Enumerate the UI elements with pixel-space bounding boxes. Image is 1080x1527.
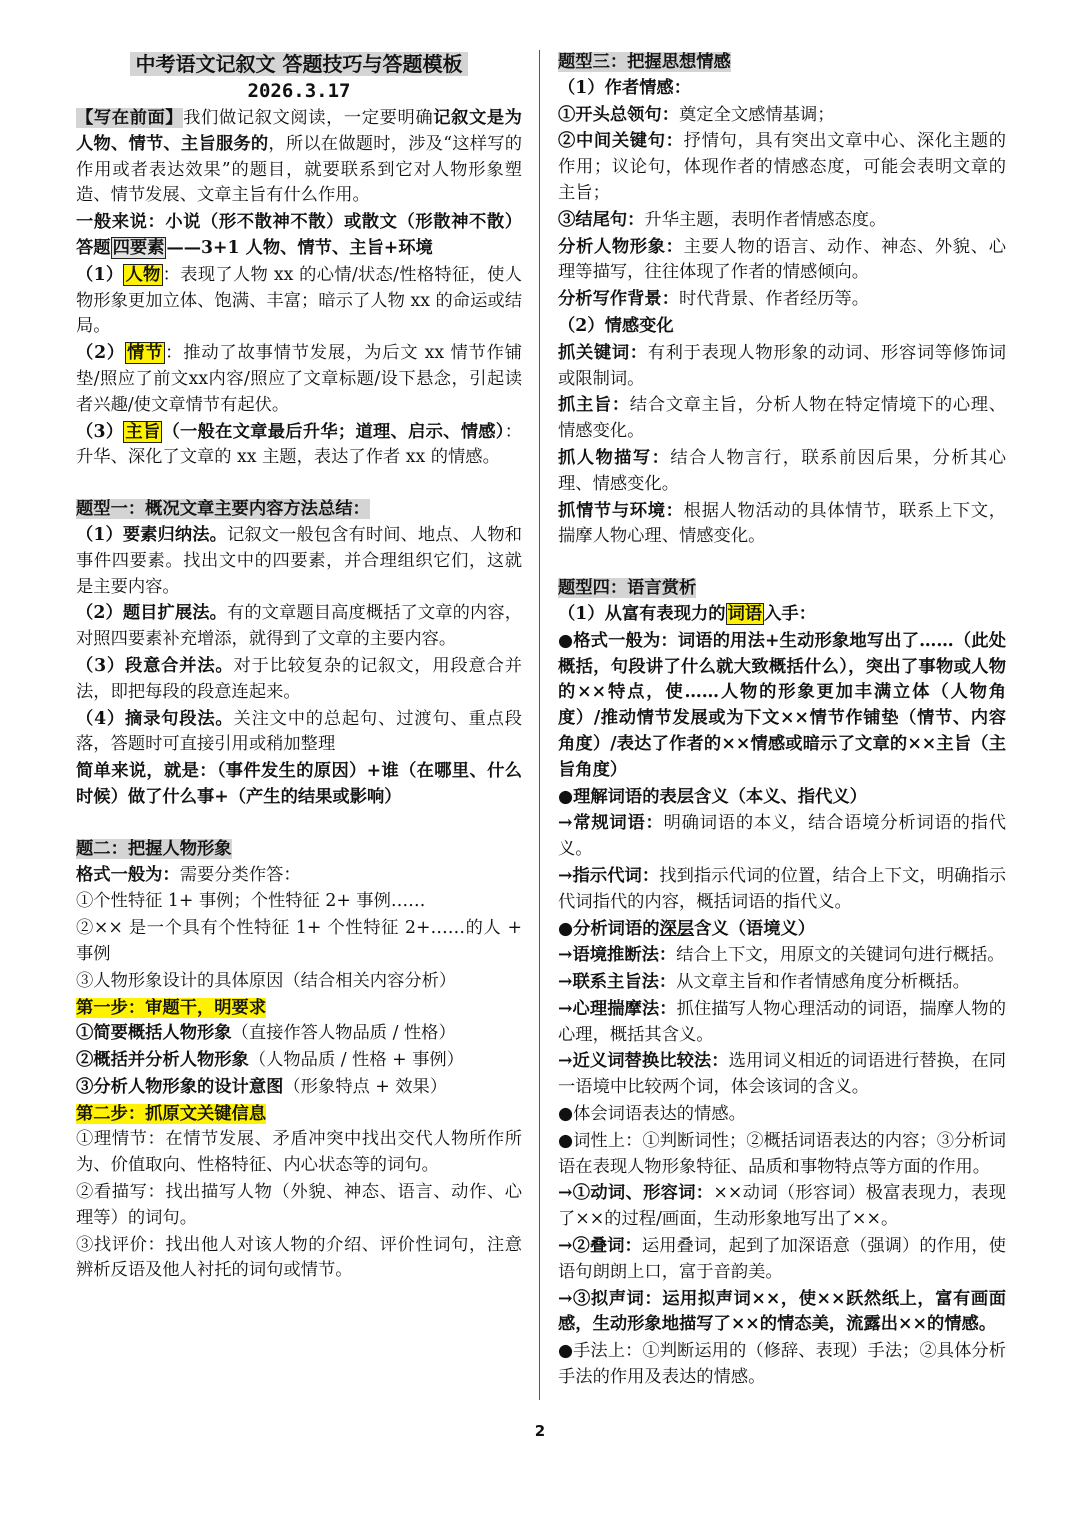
section-heading-3: 题型三：把握思想情感 — [558, 52, 731, 72]
deep-item: →语境推断法：结合上下文，用原文的关键词句进行概括。 — [558, 945, 1005, 966]
change-item: 抓主旨：结合文章主旨，分析人物在特定情境下的心理、情感变化。 — [558, 395, 1006, 442]
section-heading-2: 题二：把握人物形象 — [76, 838, 232, 859]
feeling-line: ●体会词语表达的情感。 — [558, 1104, 746, 1125]
format-item: ①个性特征 1+ 事例；个性特征 2+ 事例…… — [76, 891, 426, 912]
emotion-item: ②中间关键句：抒情句，具有突出文章中心、深化主题的作用；议论句，体现作者的情感态度，可能会表明文章的主旨； — [558, 131, 1006, 203]
element-theme: （3） 主旨 （一般在文章最后升华；道理、启示、情感）：升华、深化了文章的 xx 主题，表达了作者 xx 的情感。 — [76, 421, 522, 468]
format-item: ②×× 是一个具有个性特征 1+ 个性特征 2+……的人 + 事例 — [76, 918, 522, 964]
intro-paragraph: 【写在前面】我们做记叙文阅读，一定要明确记叙文是为人物、情节、主旨服务的，所以在做题时，涉及“这样写的作用或者表达效果”的题目，就要联系到它对人物形象塑造、情节发展、文章主旨有什么作用。 — [76, 108, 522, 206]
element-key-plot: 情节 — [127, 343, 164, 364]
method-item: （2）题目扩展法。有的文章题目高度概括了文章的内容，对照四要素补充增添，就得到了文章的主要内容。 — [76, 603, 522, 650]
step-two-item: ①理情节：在情节发展、矛盾冲突中找出交代人物所作所为、价值取向、性格特征、内心状态等的词句。 — [76, 1129, 522, 1176]
change-item: 抓情节与环境：根据人物活动的具体情节，联系上下文，揣摩人物心理、情感变化。 — [558, 500, 1006, 547]
method-summary: 简单来说，就是：（事件发生的原因）+谁（在哪里、什么时候）做了什么事+（产生的结果或影响） — [76, 761, 522, 807]
change-item: 抓人物描写：结合人物言行，联系前因后果，分析其心理、情感变化。 — [558, 447, 1006, 494]
element-character: （1） 人物 ：表现了人物 xx 的心情/状态/性格特征，使人物形象更加立体、饱满、丰富；暗示了人物 xx 的命运或结局。 — [76, 264, 522, 337]
pos-item: →③拟声词：运用拟声词××，使××跃然纸上，富有画面感，生动形象地描写了××的情态美，流露出××的情感。 — [558, 1288, 1007, 1335]
step-two-item: ②看描写：找出描写人物（外貌、神态、语言、动作、心理等）的词句。 — [76, 1182, 522, 1228]
pos-item: →①动词、形容词：××动词（形容词）极富表现力，表现了××的过程/画面，生动形象地写出了××。 — [558, 1183, 1006, 1230]
format-item: ③人物形象设计的具体原因（结合相关内容分析） — [76, 970, 457, 991]
deep-item: →近义词替换比较法：选用词义相近的词语进行替换，在同一语境中比较两个词，体会该词的含义。 — [558, 1051, 1006, 1098]
method-item: （4）摘录句段法。关注文中的总起句、过渡句、重点段落，答题时可直接引用或稍加整理 — [76, 708, 522, 755]
emotion-item: 分析写作背景：时代背景、作者经历等。 — [558, 289, 870, 310]
element-plot: （2） 情节 ：推动了故事情节发展，为后文 xx 情节作铺垫/照应了前文xx内容/照应了文章标题/设下悬念，引起读者兴趣/使文章情节有起伏。 — [76, 343, 522, 415]
element-key-theme: 主旨 — [125, 421, 161, 442]
surface-item: →常规词语：明确词语的本义，结合语境分析词语的指代义。 — [558, 813, 1006, 860]
left-column — [76, 50, 522, 1285]
technique-line: ●手法上：①判断运用的（修辞、表现）手法；②具体分析手法的作用及表达的情感。 — [558, 1341, 1006, 1388]
method-item: （3）段意合并法。对于比较复杂的记叙文，用段意合并法，即把每段的段意连起来。 — [76, 655, 522, 702]
format-line: 格式一般为：需要分类作答： — [76, 864, 301, 885]
column-divider — [539, 50, 540, 1400]
intro-elements-line: 一般来说：小说（形不散神不散）或散文（形散神不散）答题 四要素 ——3+1 人物、情节、主旨+环境 — [76, 212, 522, 258]
emotion-item: ①开头总领句：奠定全文感情基调； — [558, 104, 835, 125]
right-column — [558, 50, 1006, 1392]
page-title: 中考语文记叙文 答题技巧与答题模板 — [76, 50, 522, 78]
sub-heading-words: （1）从富有表现力的 词语 入手： — [558, 603, 816, 624]
section-heading-1: 题型一：概况文章主要内容方法总结： — [76, 499, 370, 520]
step-two-item: ③找评价：找出他人对该人物的介绍、评价性词句，注意辨析反语及他人衬托的词句或情节。 — [76, 1234, 522, 1281]
words-key-box: 词语 — [727, 603, 763, 624]
step-one-heading: 第一步：审题干，明要求 — [76, 997, 267, 1018]
page-number: 2 — [534, 1422, 546, 1440]
step-one-item: ③分析人物形象的设计意图（形象特点 + 效果） — [76, 1076, 448, 1097]
part-of-speech-line: ●词性上：①判断词性；②概括词语表达的内容；③分析词语在表现人物形象特征、品质和事物特点等方面的作用。 — [558, 1130, 1006, 1177]
section-heading-4: 题型四：语言赏析 — [558, 578, 697, 599]
pos-item: →②叠词：运用叠词，起到了加深语意（强调）的作用，使语句朗朗上口，富于音韵美。 — [558, 1236, 1006, 1282]
step-one-item: ②概括并分析人物形象（人物品质 / 性格 + 事例） — [76, 1050, 464, 1071]
deep-item: →心理揣摩法：抓住描写人物心理活动的词语，揣摩人物的心理，概括其含义。 — [558, 998, 1006, 1045]
four-elements-box: 四要素 — [112, 237, 165, 258]
sub-heading-author-emotion: （1）作者情感： — [558, 77, 691, 98]
sub-heading-emotion-change: （2）情感变化 — [558, 315, 674, 336]
element-key-character: 人物 — [125, 264, 161, 285]
surface-meaning-heading: ●理解词语的表层含义（本义、指代义） — [558, 786, 867, 807]
emotion-item: 分析人物形象：主要人物的语言、动作、神态、外貌、心理等描写，往往体现了作者的情感倾向。 — [558, 236, 1006, 283]
intro-tag: 【写在前面】 — [76, 108, 184, 128]
page-date: 2026.3.17 — [247, 80, 351, 102]
method-item: （1）要素归纳法。记叙文一般包含有时间、地点、人物和事件四要素。找出文中的四要素，并合理组织它们，这就是主要内容。 — [76, 524, 522, 597]
format-template: ●格式一般为：词语的用法+生动形象地写出了……（此处概括，句段讲了什么就大致概括什么），突出了事物或人物的××特点，使……人物的形象更加丰满立体（人物角度）/推动情节发展或为下文××情节作铺垫（情节、内容角度）/表达了作者的××情感或暗示了文章的××主旨（主旨角度） — [558, 630, 1006, 780]
deep-item: →联系主旨法：从文章主旨和作者情感角度分析概括。 — [558, 972, 970, 993]
change-item: 抓关键词：有利于表现人物形象的动词、形容词等修饰词或限制词。 — [558, 342, 1006, 389]
deep-meaning-heading: ●分析词语的深层含义（语境义） — [558, 918, 816, 939]
emotion-item: ③结尾句：升华主题，表明作者情感态度。 — [558, 209, 887, 230]
step-one-item: ①简要概括人物形象（直接作答人物品质 / 性格） — [76, 1023, 456, 1044]
surface-item: →指示代词：找到指示代词的位置，结合上下文，明确指示代词指代的内容，概括词语的指代义。 — [558, 865, 1006, 912]
step-two-heading: 第二步：抓原文关键信息 — [76, 1103, 267, 1124]
